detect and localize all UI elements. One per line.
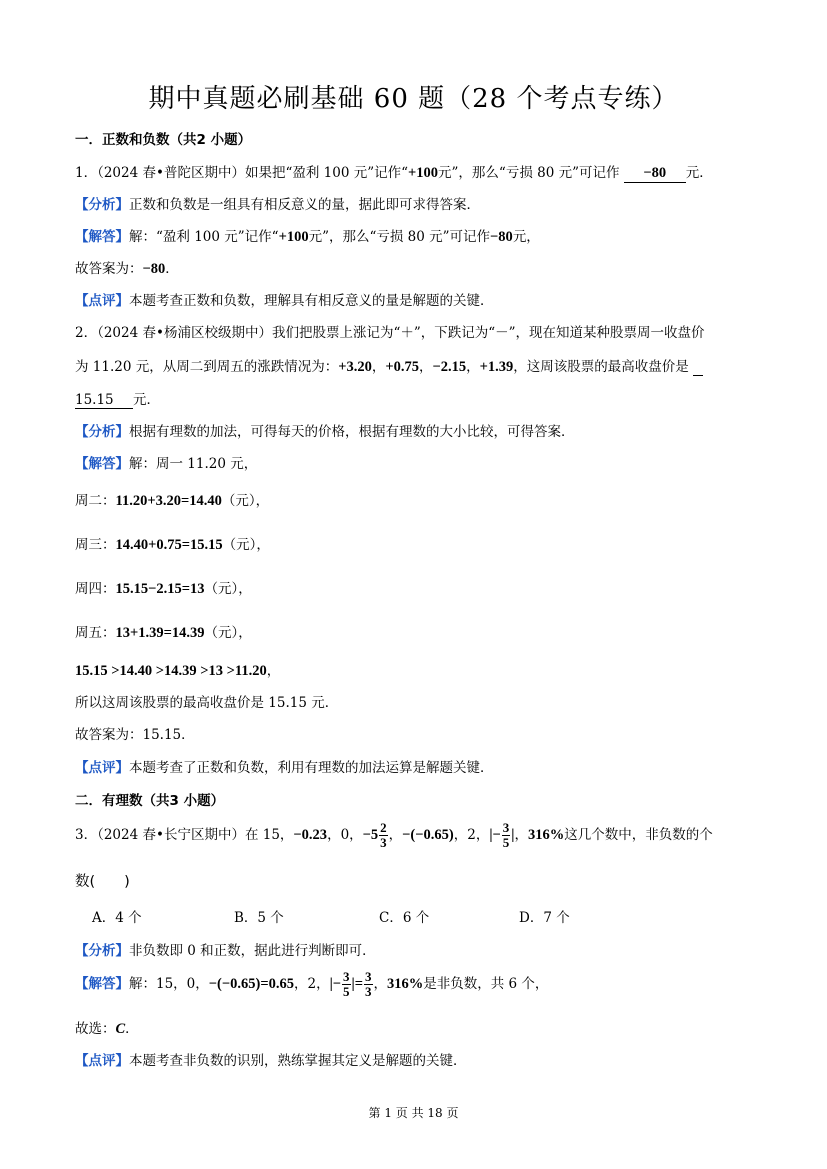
- q2-analysis: [75, 420, 767, 440]
- q2-blank-start: [693, 360, 703, 376]
- q1-solution-a: 解：“盈利 100 元”记作“: [129, 229, 279, 245]
- q3-number: 2: [467, 827, 476, 843]
- q3-analysis: [75, 939, 767, 959]
- question-1-stem: [75, 161, 767, 183]
- q3-stem-line2-text: 数( ): [75, 874, 130, 890]
- day-unit: （元），: [221, 493, 270, 509]
- q3-fraction: [379, 821, 388, 849]
- q3-solution-fraction: [364, 970, 373, 998]
- q3-solution-abs-prefix: |−: [329, 976, 342, 992]
- q1-answer-label: 故答案为：: [75, 261, 143, 277]
- page-title: 期中真题必刷基础 60 题（28 个考点专练）: [148, 84, 679, 114]
- fraction-denominator: 3: [380, 835, 387, 850]
- q2-day-friday: [75, 621, 767, 642]
- section-heading: 一．正数和负数（共2 小题）: [75, 132, 252, 148]
- page-footer: 第 1 页 共 18 页: [368, 1106, 459, 1120]
- q2-compare-end: ，: [266, 663, 281, 679]
- q2-stem-b: ，这周该股票的最高收盘价是: [513, 359, 689, 375]
- q1-stem-text: 1．（2024 春•普陀区期中）如果把“盈利 100 元”记作“: [75, 165, 409, 181]
- q2-answer-summary: 故答案为：15.15．: [75, 727, 195, 743]
- q3-analysis-text: 非负数即 0 和正数，据此进行判断即可．: [129, 943, 376, 959]
- day-expression: 14.40+0.75=15.15: [115, 537, 223, 553]
- question-3-stem-line2: [75, 870, 767, 891]
- comment-tag: 【点评】: [75, 1053, 129, 1069]
- q1-comment: [75, 289, 767, 309]
- q1-solution-answer: −80: [490, 229, 513, 245]
- q1-answer-end: ．: [165, 261, 179, 277]
- q1-solution-b: 元”，那么“亏损 80 元”可记作: [308, 229, 491, 245]
- option-c: C．6 个: [379, 910, 430, 926]
- day-unit: （元），: [204, 625, 252, 641]
- q1-value: +100: [408, 165, 439, 181]
- solution-tag: 【解答】: [75, 456, 129, 472]
- fraction-denominator: 3: [365, 984, 372, 999]
- fraction-numerator: 3: [343, 969, 350, 985]
- solution-tag: 【解答】: [75, 229, 129, 245]
- q1-final-answer: −80: [142, 261, 166, 277]
- q2-change-3: −2.15: [432, 359, 467, 375]
- q3-comment-text: 本题考查非负数的识别，熟练掌握其定义是解题的关键．: [129, 1053, 467, 1069]
- fraction-numerator: 3: [365, 969, 372, 985]
- q3-abs-suffix: |: [511, 827, 515, 843]
- day-expression: 11.20+3.20=14.40: [115, 493, 222, 509]
- q2-solution-text: 解：周一 11.20 元，: [129, 456, 258, 472]
- q3-solution-expr: −(−0.65)=0.65: [208, 976, 294, 992]
- q3-number: −(−0.65): [402, 827, 454, 843]
- fraction-denominator: 5: [502, 835, 510, 850]
- analysis-tag: 【分析】: [75, 424, 129, 440]
- q3-number: −0.23: [293, 827, 328, 843]
- q3-comment: [75, 1049, 767, 1069]
- q3-abs-prefix: |−: [489, 827, 501, 843]
- q2-analysis-text: 根据有理数的加法，可得每天的价格，根据有理数的大小比较，可得答案．: [129, 424, 575, 440]
- q3-choice-line: [75, 1017, 767, 1038]
- q3-solution: [75, 967, 767, 1001]
- q2-answer-blank: [75, 393, 133, 409]
- option-d: D．7 个: [519, 910, 570, 926]
- solution-tag: 【解答】: [75, 976, 129, 992]
- q2-conclusion: 所以这周该股票的最高收盘价是 15.15 元．: [75, 695, 339, 711]
- day-label: 周二：: [75, 493, 116, 509]
- day-unit: （元），: [222, 537, 270, 553]
- analysis-tag: 【分析】: [75, 943, 129, 959]
- q2-change-1: +3.20: [338, 359, 372, 375]
- q3-solution-pct: 316%: [387, 976, 424, 992]
- q2-comparison: [75, 659, 767, 680]
- q3-stem-a: 3．（2024 春•长宁区期中）在 15，: [75, 827, 294, 843]
- q3-number: 0: [340, 827, 350, 843]
- day-expression: 15.15−2.15=13: [115, 581, 205, 597]
- q3-choice-label: 故选：: [75, 1021, 116, 1037]
- q1-stem-end: 元．: [685, 165, 713, 181]
- q2-comment-text: 本题考查了正数和负数，利用有理数的加法运算是解题关键．: [129, 760, 494, 776]
- question-2-stem-line2: 为 11.20 元，从周二到周五的涨跌情况为：+3.20，+0.75，−2.15，+1.39，这周该股票的最高收盘价是: [75, 355, 767, 376]
- q2-unit-end: 元．: [133, 392, 160, 408]
- fraction-denominator: 5: [343, 984, 350, 999]
- q1-solution: [75, 225, 767, 246]
- q3-solution-d: 是非负数，共 6 个，: [423, 976, 549, 992]
- fraction-numerator: 3: [502, 820, 510, 836]
- q1-solution-value: +100: [278, 229, 309, 245]
- q2-answer-line: [75, 388, 767, 409]
- q2-day-thursday: [75, 577, 767, 598]
- section-heading: 二．有理数（共3 小题）: [75, 793, 225, 809]
- q1-analysis: [75, 193, 767, 213]
- q2-change-4: +1.39: [479, 359, 514, 375]
- comment-tag: 【点评】: [75, 293, 129, 309]
- q2-stem-a: 为 11.20 元，从周二到周五的涨跌情况为：: [75, 359, 339, 375]
- option-a: A．4 个: [92, 910, 142, 926]
- analysis-tag: 【分析】: [75, 197, 129, 213]
- q1-stem-mid: 元”，那么“亏损 80 元”可记作: [438, 165, 620, 181]
- fraction-numerator: 2: [380, 820, 387, 836]
- day-label: 周五：: [75, 625, 116, 641]
- q1-analysis-text: 正数和负数是一组具有相反意义的量，据此即可求得答案．: [129, 197, 480, 213]
- day-label: 周四：: [75, 581, 116, 597]
- q1-comment-text: 本题考查正数和负数，理解具有相反意义的量是解题的关键．: [129, 293, 494, 309]
- question-3-stem-line1: 3．（2024 春•长宁区期中）在 15，−0.23，0，−5 $\frac{2}{3}$ ，−(−0.65)，2，|− $\frac{3}{5}$ |，316%这几个数中，非负数的个: [75, 820, 713, 850]
- q1-answer: −80: [643, 165, 667, 181]
- comment-tag: 【点评】: [75, 760, 129, 776]
- q2-day-tuesday: [75, 489, 767, 510]
- q3-options: [75, 906, 767, 926]
- q2-answer: 15.15: [75, 392, 114, 408]
- q3-solution-abs-mid: |=: [351, 976, 364, 992]
- q1-answer-line: [75, 257, 767, 278]
- day-label: 周三：: [75, 537, 116, 553]
- q1-answer-blank: [624, 166, 686, 183]
- q2-comment: [75, 756, 767, 776]
- option-b: B．5 个: [234, 910, 284, 926]
- q3-solution-fraction: [342, 970, 351, 998]
- q2-change-2: +0.75: [385, 359, 420, 375]
- q3-solution-b: ，2，: [293, 976, 330, 992]
- question-2-stem-line1: 2．（2024 春•杨浦区校级期中）我们把股票上涨记为“＋”，下跌记为“－”，现在知道某种股票周一收盘价: [75, 325, 705, 341]
- q2-day-wednesday: [75, 533, 767, 554]
- q3-stem-b: 这几个数中，非负数的个: [564, 827, 713, 843]
- q3-mixed-number: −5: [362, 827, 379, 843]
- q3-fraction: [502, 821, 511, 849]
- q2-solution: [75, 452, 767, 472]
- day-expression: 13+1.39=14.39: [115, 625, 205, 641]
- q3-choice: C: [115, 1021, 126, 1037]
- q2-compare-expr: 15.15 >14.40 >14.39 >13 >11.20: [75, 663, 267, 679]
- q3-choice-end: ．: [125, 1021, 139, 1037]
- q3-number: 316%: [528, 827, 565, 843]
- q3-solution-a: 解：15，0，: [129, 976, 209, 992]
- q1-solution-c: 元，: [512, 229, 540, 245]
- q3-solution-c: ，: [373, 976, 388, 992]
- day-unit: （元），: [204, 581, 252, 597]
